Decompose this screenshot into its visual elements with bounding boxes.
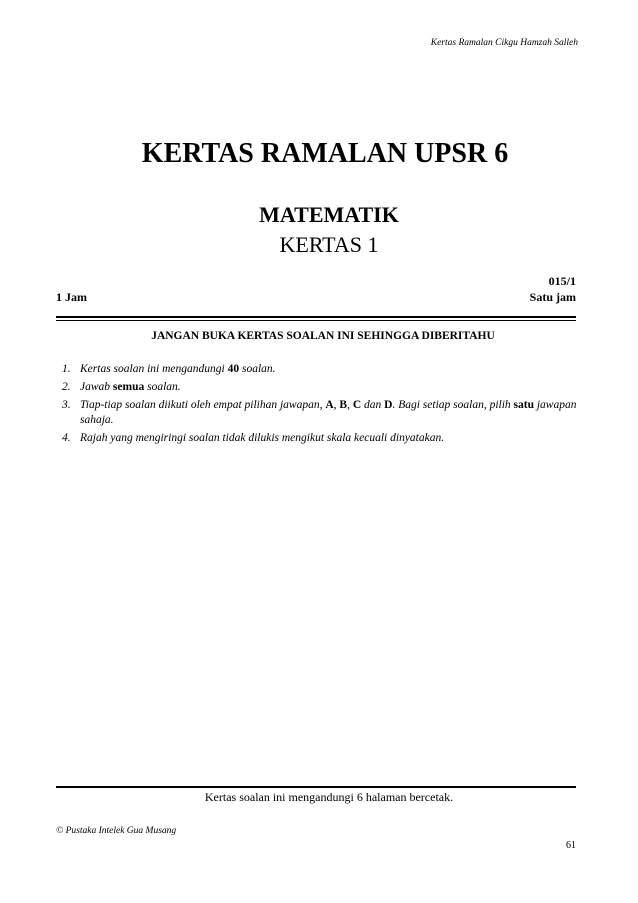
instruction-item	[62, 431, 582, 446]
instruction-number: 3.	[62, 399, 71, 411]
warning-notice: JANGAN BUKA KERTAS SOALAN INI SEHINGGA DIBERITAHU	[151, 330, 495, 342]
option-a: A	[325, 399, 334, 411]
instruction-text	[80, 380, 582, 395]
instruction-text-part: jawapan sahaja.	[80, 399, 577, 426]
paper-title: KERTAS 1	[279, 232, 379, 257]
instruction-list	[62, 362, 582, 449]
instruction-item	[62, 362, 582, 377]
instruction-text	[80, 398, 582, 428]
separator: ,	[347, 399, 353, 411]
instruction-text-part: soalan.	[239, 363, 276, 375]
instruction-text-part: . Bagi setiap soalan, pilih	[392, 399, 514, 411]
instruction-number: 1.	[62, 363, 71, 375]
copyright-notice: © Pustaka Intelek Gua Musang	[56, 826, 177, 836]
instruction-number: 2.	[62, 381, 71, 393]
page-number: 61	[566, 840, 576, 851]
instruction-number: 4.	[62, 432, 71, 444]
instruction-text-part: Tiap-tiap soalan diikuti oleh empat pilihan jawapan,	[80, 399, 326, 411]
top-divider	[56, 316, 576, 318]
emphasis-one: satu	[513, 399, 534, 411]
instruction-text-part: soalan.	[144, 381, 181, 393]
top-divider-thin	[56, 320, 576, 321]
instruction-item	[62, 380, 582, 395]
duration-malay: 1 Jam	[56, 290, 87, 304]
separator: ,	[333, 399, 340, 411]
paper-code: 015/1	[548, 274, 576, 288]
header-note: Kertas Ramalan Cikgu Hamzah Salleh	[430, 38, 578, 48]
instruction-item	[62, 398, 582, 428]
page-count-note: Kertas soalan ini mengandungi 6 halaman bercetak.	[204, 790, 454, 804]
option-b: B	[339, 399, 348, 411]
instruction-text	[80, 362, 582, 377]
bottom-divider	[56, 786, 576, 788]
page-title: KERTAS RAMALAN UPSR 6	[141, 138, 509, 169]
instruction-text-part: Jawab	[80, 381, 113, 393]
option-d: D	[384, 399, 393, 411]
separator: dan	[361, 399, 385, 411]
emphasis-all: semua	[112, 381, 145, 393]
duration-words: Satu jam	[529, 290, 576, 304]
instruction-text-part: Kertas soalan ini mengandungi	[80, 363, 228, 375]
option-c: C	[352, 399, 362, 411]
question-count: 40	[227, 363, 240, 375]
subject-title: MATEMATIK	[259, 202, 399, 227]
instruction-text: Rajah yang mengiringi soalan tidak dilukis mengikut skala kecuali dinyatakan.	[80, 432, 445, 444]
